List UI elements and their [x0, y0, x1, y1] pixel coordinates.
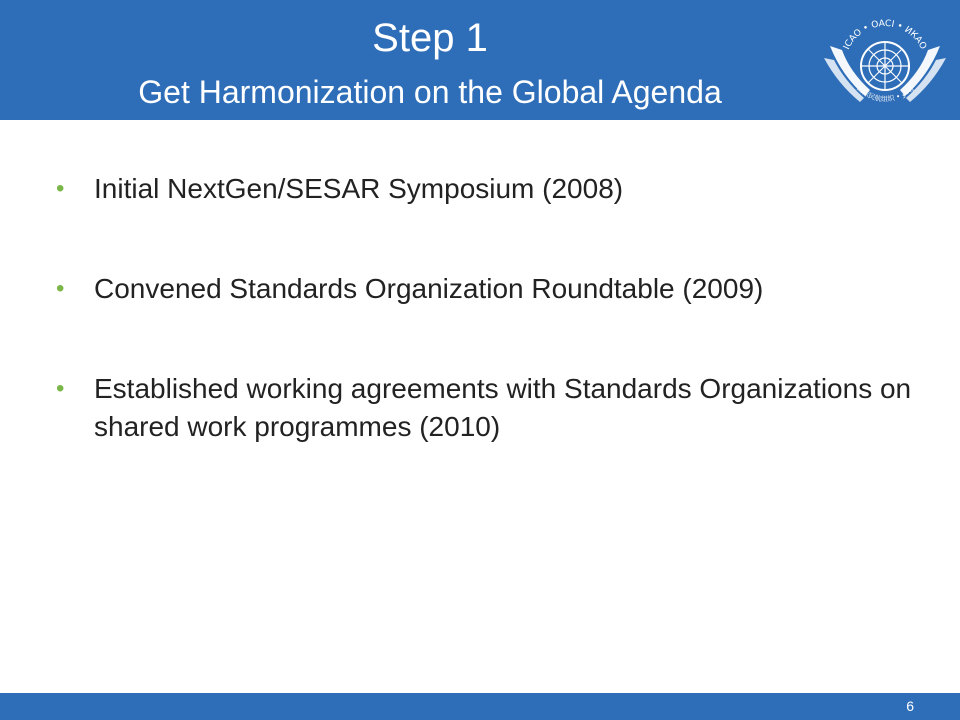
bullet-item [56, 170, 916, 208]
slide-subtitle: Get Harmonization on the Global Agenda [138, 74, 722, 110]
logo-text-bottom: 国际民航组织 • إيكاو [855, 84, 915, 104]
icao-emblem-icon [820, 6, 950, 116]
bullet-dot-icon: • [56, 275, 65, 302]
slide-title: Step 1 [372, 16, 488, 60]
bullet-list [56, 170, 916, 508]
logo-text-top: ICAO • OACI • ИКАО [842, 18, 928, 52]
bullet-dot-icon: • [56, 375, 65, 402]
slide-header [0, 0, 960, 120]
bullet-text: Established working agreements with Standards Organizations on shared work programmes (2010) [94, 373, 912, 442]
bullet-text: Initial NextGen/SESAR Symposium (2008) [94, 173, 624, 204]
bullet-text: Convened Standards Organization Roundtable (2009) [94, 273, 764, 304]
bullet-dot-icon: • [56, 175, 65, 202]
bullet-item [56, 370, 916, 446]
bullet-item [56, 270, 916, 308]
page-number: 6 [906, 698, 914, 714]
slide-footer [0, 693, 960, 720]
